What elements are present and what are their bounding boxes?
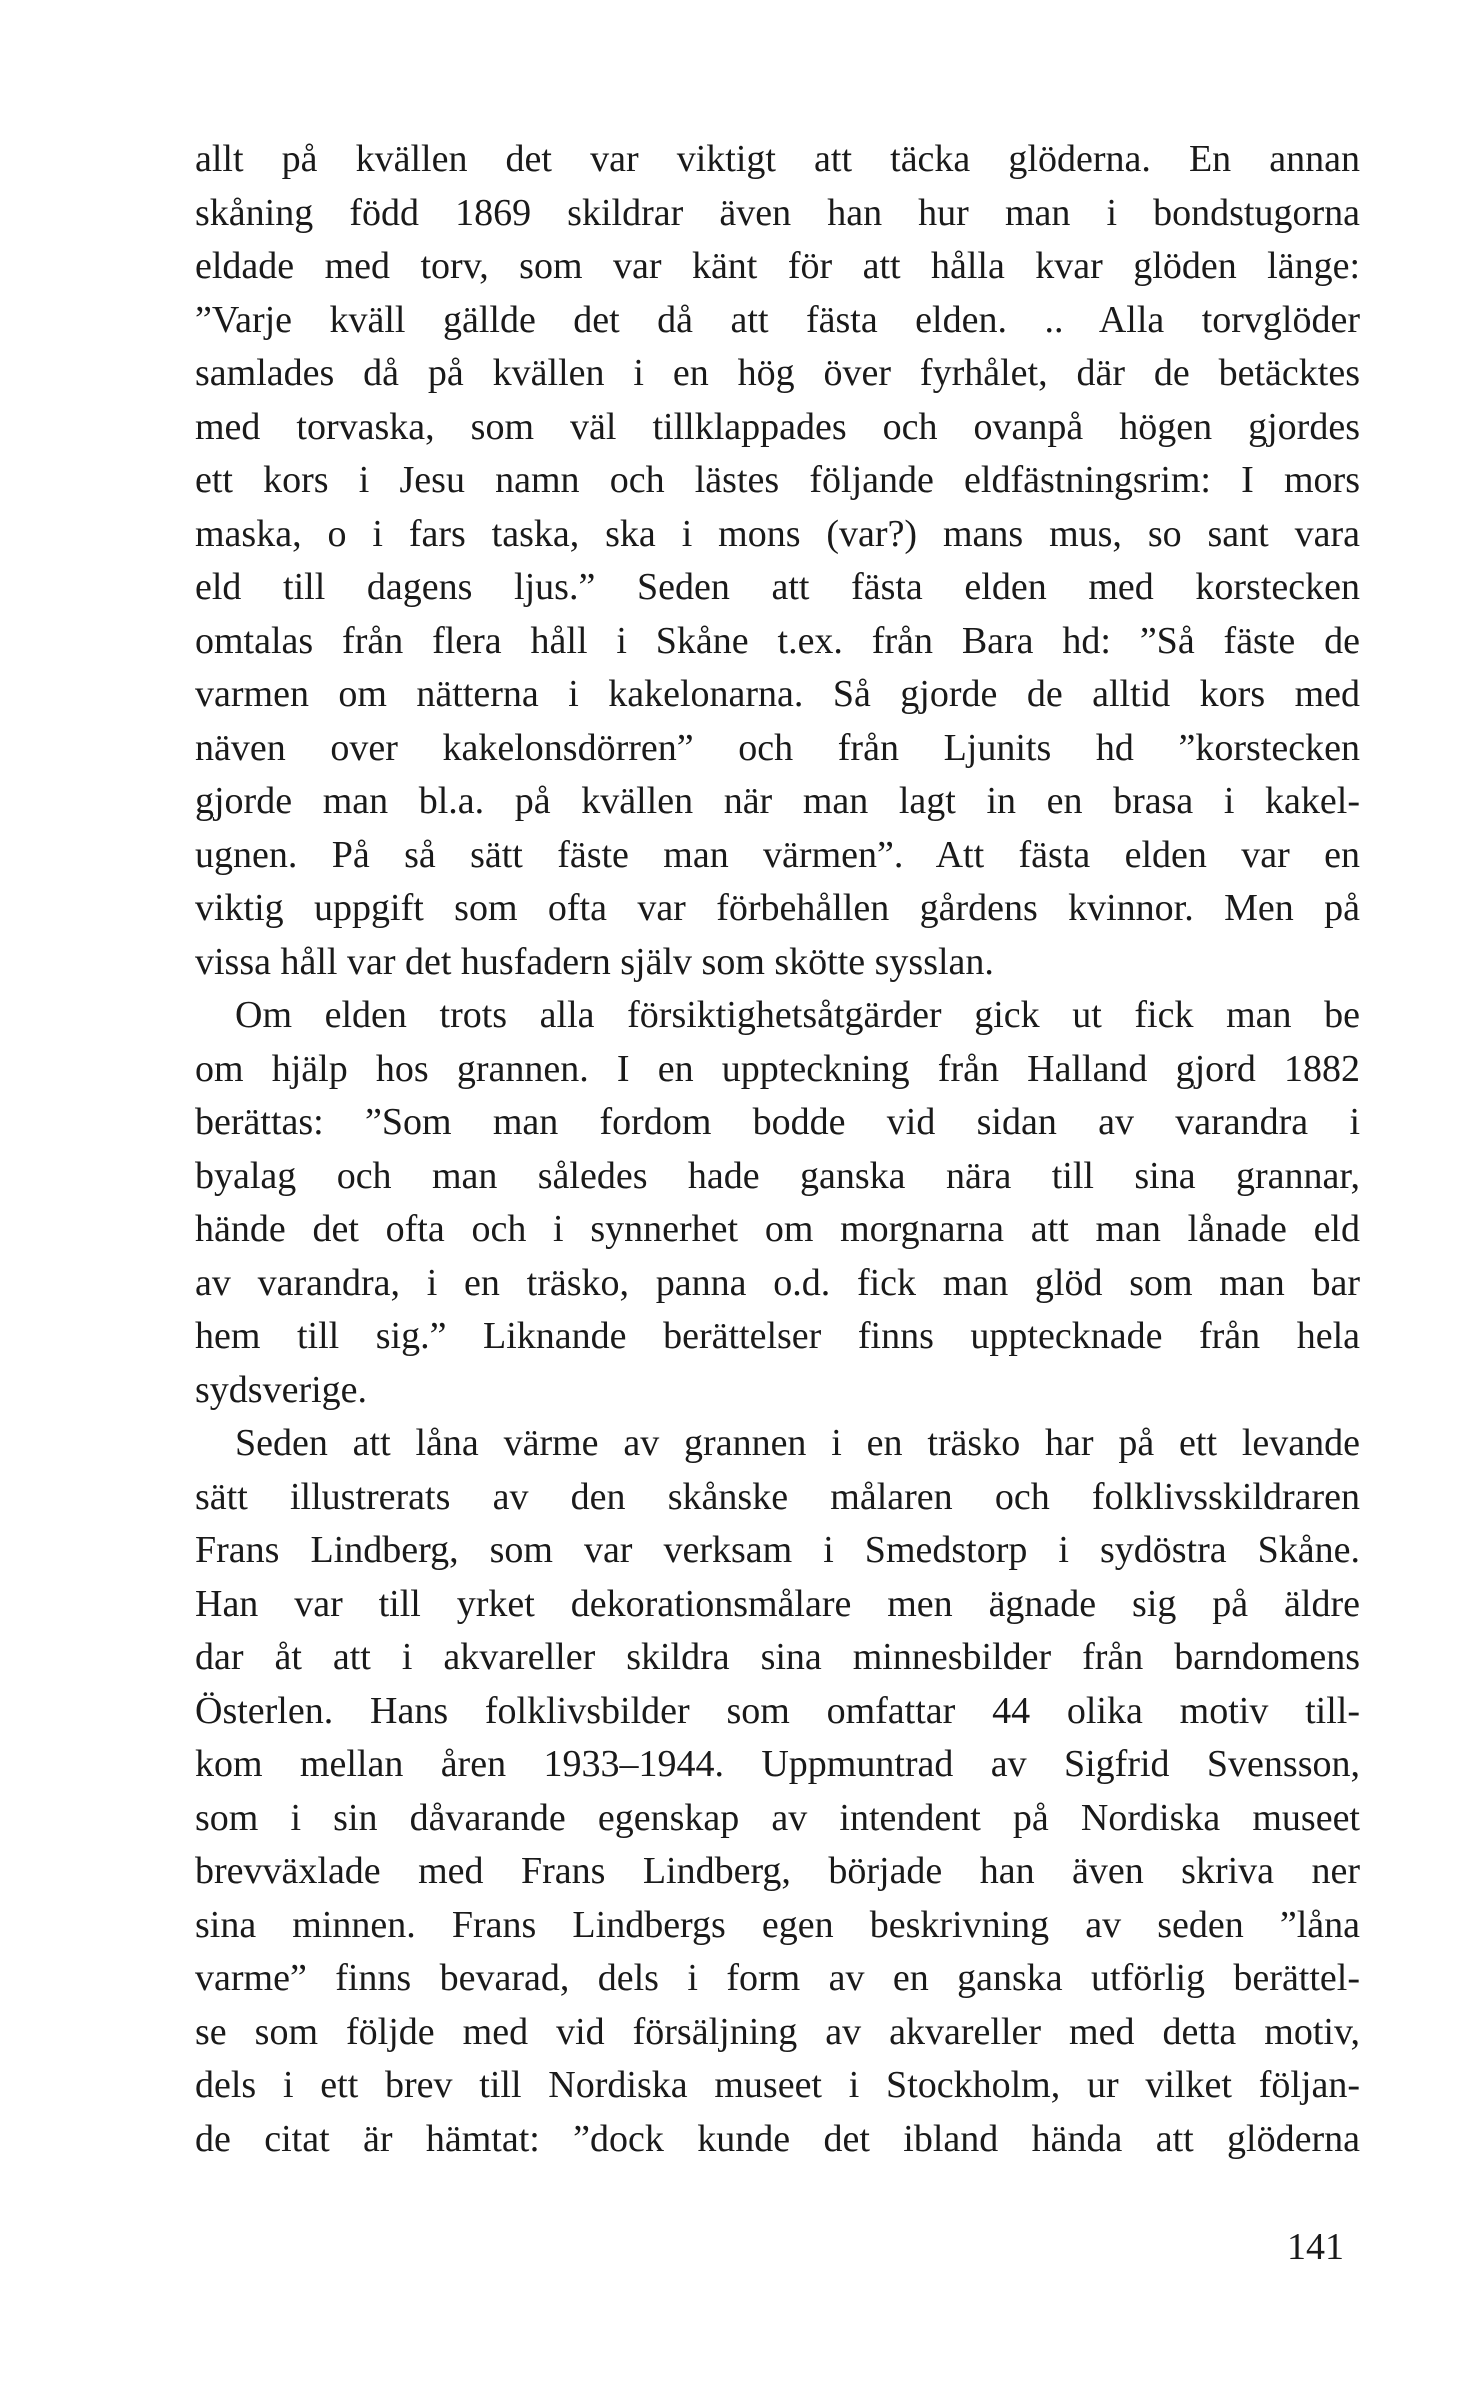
- text-line: ett kors i Jesu namn och lästes följande eldfästningsrim: I mors: [195, 459, 1360, 501]
- text-line: Seden att låna värme av grannen i en träsko har på ett levande: [235, 1422, 1360, 1464]
- text-line: maska, o i fars taska, ska i mons (var?) mans mus, so sant vara: [195, 512, 1360, 555]
- page-number: 141: [1287, 2226, 1344, 2268]
- text-line: omtalas från flera håll i Skåne t.ex. från Bara hd: ”Så fäste de: [195, 619, 1360, 662]
- text-line: Om elden trots alla försiktighetsåtgärder gick ut fick man be: [235, 994, 1360, 1036]
- text-line: av varandra, i en träsko, panna o.d. fick man glöd som man bar: [195, 1261, 1360, 1304]
- text-line: som i sin dåvarande egenskap av intendent på Nordiska museet: [195, 1796, 1360, 1839]
- text-line: Frans Lindberg, som var verksam i Smedstorp i sydöstra Skåne.: [195, 1529, 1360, 1571]
- text-line: byalag och man således hade ganska nära till sina grannar,: [195, 1154, 1360, 1197]
- text-line: med torvaska, som väl tillklappades och ovanpå högen gjordes: [195, 405, 1360, 448]
- body-text: [195, 133, 1360, 2166]
- text-line: de citat är hämtat: ”dock kunde det ibland hända att glöderna: [195, 2117, 1360, 2160]
- text-line: eld till dagens ljus.” Seden att fästa elden med korstecken: [195, 566, 1360, 608]
- text-line: Han var till yrket dekorationsmålare men ägnade sig på äldre: [195, 1582, 1360, 1625]
- text-line: sina minnen. Frans Lindbergs egen beskrivning av seden ”låna: [195, 1903, 1360, 1946]
- text-line: varmen om nätterna i kakelonarna. Så gjorde de alltid kors med: [195, 673, 1360, 715]
- text-line: dels i ett brev till Nordiska museet i Stockholm, ur vilket följan-: [195, 2064, 1360, 2106]
- text-line: gjorde man bl.a. på kvällen när man lagt in en brasa i kakel-: [195, 780, 1360, 822]
- text-line: vissa håll var det husfadern själv som skötte sysslan.: [195, 940, 994, 983]
- text-line: ”Varje kväll gällde det då att fästa elden. .. Alla torvglöder: [195, 298, 1360, 341]
- text-line: hände det ofta och i synnerhet om morgnarna att man lånade eld: [195, 1208, 1360, 1250]
- text-line: dar åt att i akvareller skildra sina minnesbilder från barndomens: [195, 1636, 1360, 1678]
- text-line: Österlen. Hans folklivsbilder som omfattar 44 olika motiv till-: [195, 1689, 1360, 1732]
- text-line: eldade med torv, som var känt för att hålla kvar glöden länge:: [195, 245, 1360, 287]
- text-line: viktig uppgift som ofta var förbehållen gårdens kvinnor. Men på: [195, 887, 1360, 929]
- text-line: sydsverige.: [195, 1368, 368, 1411]
- text-line: brevväxlade med Frans Lindberg, började han även skriva ner: [195, 1850, 1360, 1892]
- text-line: berättas: ”Som man fordom bodde vid sidan av varandra i: [195, 1101, 1360, 1143]
- text-line: kom mellan åren 1933–1944. Uppmuntrad av Sigfrid Svensson,: [195, 1743, 1360, 1785]
- text-line: allt på kvällen det var viktigt att täcka glöderna. En annan: [195, 138, 1360, 180]
- text-line: om hjälp hos grannen. I en uppteckning från Halland gjord 1882: [195, 1047, 1360, 1090]
- text-line: ugnen. På så sätt fäste man värmen”. Att fästa elden var en: [195, 833, 1360, 876]
- text-line: näven over kakelonsdörren” och från Ljunits hd ”korstecken: [195, 726, 1360, 769]
- text-line: skåning född 1869 skildrar även han hur man i bondstugorna: [195, 191, 1360, 234]
- text-line: hem till sig.” Liknande berättelser finns upptecknade från hela: [195, 1315, 1360, 1357]
- text-line: se som följde med vid försäljning av akvareller med detta motiv,: [195, 2010, 1360, 2053]
- text-line: samlades då på kvällen i en hög över fyrhålet, där de betäcktes: [195, 352, 1360, 394]
- text-line: varme” finns bevarad, dels i form av en ganska utförlig berättel-: [195, 1957, 1360, 1999]
- text-line: sätt illustrerats av den skånske målaren och folklivsskildraren: [195, 1475, 1360, 1518]
